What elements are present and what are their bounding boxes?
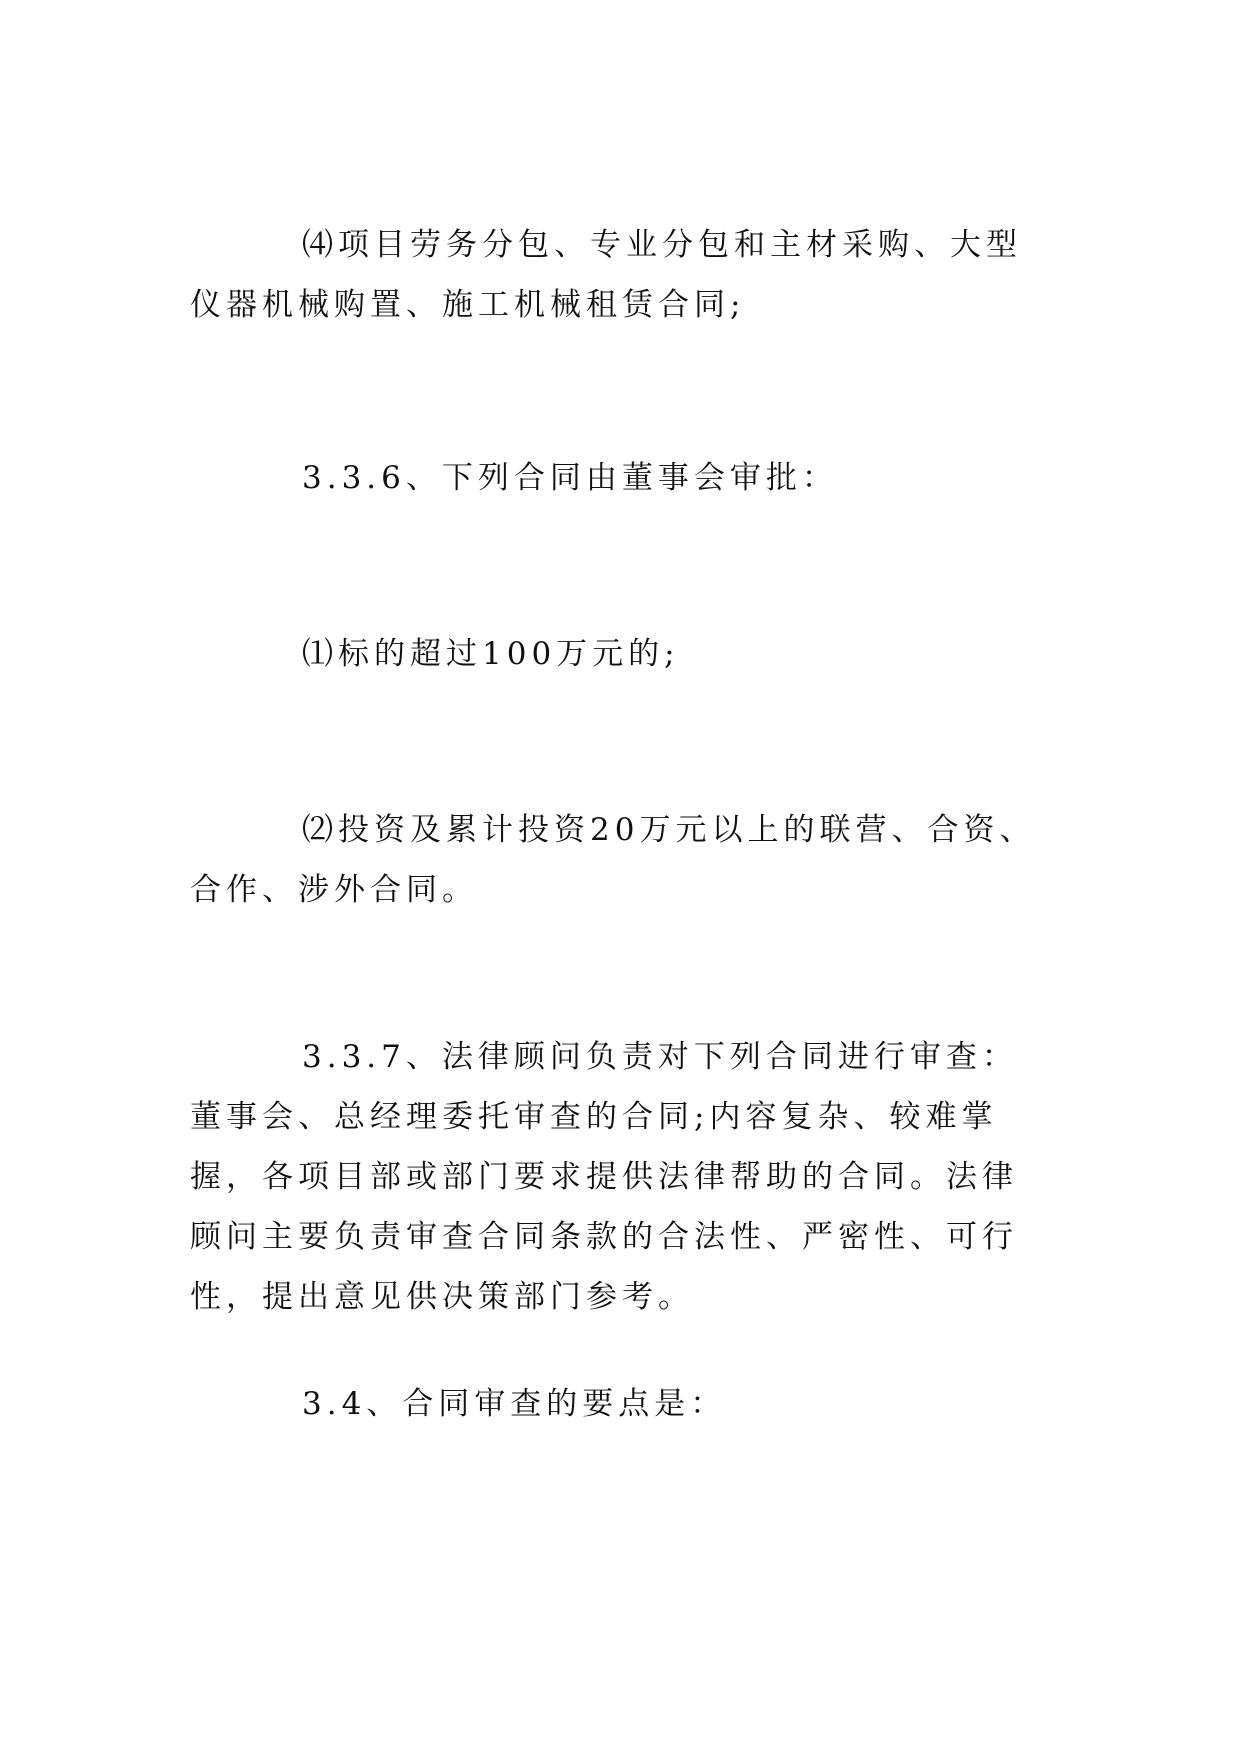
paragraph-item-4-labor-subcontract: ⑷项目劳务分包、专业分包和主材采购、大型仪器机械购置、施工机械租赁合同;: [190, 227, 1022, 323]
paragraph-3-3-6-board-approval: 3.3.6、下列合同由董事会审批：: [302, 460, 838, 496]
paragraph-item-2-investment: ⑵投资及累计投资20万元以上的联营、合资、合作、涉外合同。: [190, 812, 1036, 908]
paragraph-3-3-7-legal-review: 3.3.7、法律顾问负责对下列合同进行审查：董事会、总经理委托审查的合同;内容复杂、较难掌握，各项目部或部门要求提供法律帮助的合同。法律顾问主要负责审查合同条款的合法性、严密性、可行性，提出意见供决策部门参考。: [190, 1039, 1018, 1315]
paragraph-item-1-over-100: ⑴标的超过100万元的;: [302, 636, 680, 672]
paragraph-3-4-review-points: 3.4、合同审查的要点是：: [302, 1386, 727, 1422]
